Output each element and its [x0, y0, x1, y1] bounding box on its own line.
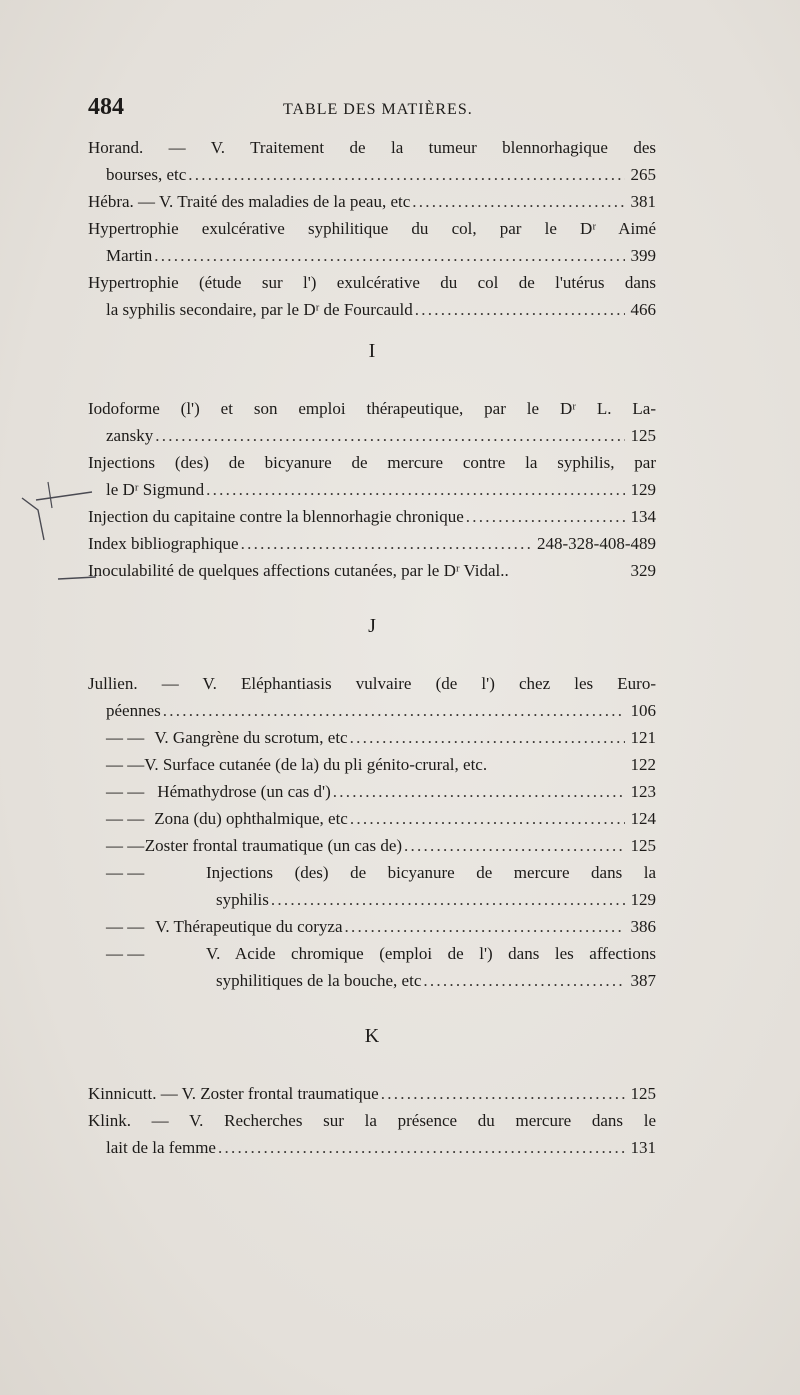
index-subentry: [88, 805, 656, 832]
entry-text: Klink. — V. Recherches sur la présence du mercure dans le: [88, 1111, 656, 1130]
section-letter-k: K: [364, 1025, 380, 1047]
entry-page: 466: [630, 300, 656, 319]
subentry-text: Zona (du) ophthalmique, etc: [154, 809, 348, 828]
dot-leader: [333, 778, 625, 805]
subentry-text: Injections (des) de bicyanure de mercure dans la: [206, 863, 656, 882]
subentry-text: V. Gangrène du scrotum, etc: [154, 728, 348, 747]
entry-text-cont: bourses, etc: [106, 165, 187, 184]
entry-text: Inoculabilité de quelques affections cutanées, par le Dʳ Vidal..: [88, 561, 509, 580]
entry-page: 381: [630, 192, 656, 211]
section-letter-i: I: [368, 340, 376, 362]
dot-leader: [415, 296, 625, 323]
dot-leader: [271, 886, 625, 913]
dot-leader: [154, 242, 624, 269]
pencil-stroke-mark: [48, 482, 52, 508]
index-entry: [88, 134, 656, 188]
dot-leader: [206, 476, 624, 503]
index-entry: [88, 188, 656, 215]
index-subentry: [88, 940, 656, 994]
ditto-marks: — —: [106, 863, 145, 882]
entry-page: 129: [630, 480, 656, 499]
running-title: TABLE DES MATIÈRES.: [283, 101, 473, 118]
ditto-marks: — —: [106, 836, 145, 855]
page-number: 484: [88, 94, 124, 120]
entry-text: Index bibliographique: [88, 534, 239, 553]
index-entry: [88, 557, 656, 584]
entry-text: Injection du capitaine contre la blennorhagie chronique: [88, 507, 464, 526]
index-content: [88, 134, 656, 1161]
entry-page: 329: [630, 561, 656, 580]
entry-text: Horand. — V. Traitement de la tumeur blennorhagique des: [88, 138, 656, 157]
subentry-text-cont: syphilis: [216, 890, 269, 909]
index-entry: [88, 269, 656, 323]
entry-page: 123: [630, 782, 656, 801]
subentry-text: V. Thérapeutique du coryza: [155, 917, 343, 936]
entry-text: Iodoforme (l') et son emploi thérapeutique, par le Dʳ L. La-: [88, 399, 656, 418]
index-entry: [88, 449, 656, 503]
entry-text: Hypertrophie (étude sur l') exulcérative du col de l'utérus dans: [88, 273, 656, 292]
ditto-marks: — —: [106, 809, 145, 828]
dot-leader: [466, 503, 625, 530]
entry-page: 387: [630, 971, 656, 990]
index-entry: [88, 1107, 656, 1161]
entry-page: 134: [630, 507, 656, 526]
dot-leader: [155, 422, 624, 449]
entry-page: 106: [630, 701, 656, 720]
subentry-text: V. Acide chromique (emploi de l') dans les affections: [206, 944, 656, 963]
entry-page: 121: [630, 728, 656, 747]
dot-leader: [163, 697, 625, 724]
entry-text: Jullien. — V. Eléphantiasis vulvaire (de l') chez les Euro-: [88, 674, 656, 693]
ditto-marks: — —: [106, 755, 145, 774]
ditto-marks: — —: [106, 728, 145, 747]
index-subentry: [88, 751, 656, 778]
entry-page: 265: [630, 165, 656, 184]
entry-page: 125: [630, 836, 656, 855]
entry-text: Hypertrophie exulcérative syphilitique du col, par le Dʳ Aimé: [88, 219, 656, 238]
entry-page: 125: [630, 1084, 656, 1103]
ditto-marks: — —: [106, 782, 145, 801]
dot-leader: [350, 805, 625, 832]
ditto-marks: — —: [106, 944, 145, 963]
index-subentry: [88, 778, 656, 805]
ditto-marks: — —: [106, 917, 145, 936]
dot-leader: [241, 530, 531, 557]
dot-leader: [404, 832, 624, 859]
entry-text: Hébra. — V. Traité des maladies de la peau, etc: [88, 192, 411, 211]
entry-text-cont: zansky: [106, 426, 154, 445]
subentry-text-cont: syphilitiques de la bouche, etc: [216, 971, 422, 990]
entry-page: 386: [630, 917, 656, 936]
entry-page: 124: [630, 809, 656, 828]
index-subentry: [88, 913, 656, 940]
subentry-text: Hémathydrose (un cas d'): [157, 782, 331, 801]
entry-text: Kinnicutt. — V. Zoster frontal traumatique: [88, 1084, 379, 1103]
subentry-text: V. Surface cutanée (de la) du pli génito-crural, etc.: [144, 755, 488, 774]
entry-page: 248-328-408-489: [537, 534, 656, 553]
entry-text: Injections (des) de bicyanure de mercure contre la syphilis, par: [88, 453, 656, 472]
index-entry: [88, 670, 656, 724]
index-entry: [88, 395, 656, 449]
entry-text-cont: lait de la femme: [106, 1138, 216, 1157]
dot-leader: [218, 1134, 625, 1161]
dot-leader: [381, 1080, 625, 1107]
section-letter-j: J: [368, 615, 376, 637]
entry-page: 129: [630, 890, 656, 909]
entry-text-cont: la syphilis secondaire, par le Dʳ de Fourcauld: [106, 300, 413, 319]
page-header: [88, 94, 648, 124]
pencil-underline-mark: [36, 492, 92, 500]
entry-text-cont: péennes: [106, 701, 161, 720]
dot-leader: [188, 161, 624, 188]
index-subentry: [88, 859, 656, 913]
pencil-check-mark: [22, 498, 44, 540]
index-subentry: [88, 724, 656, 751]
index-entry: [88, 215, 656, 269]
dot-leader: [350, 724, 625, 751]
dot-leader: [412, 188, 624, 215]
dot-leader: [423, 967, 624, 994]
entry-page: 122: [630, 755, 656, 774]
entry-text-cont: Martin: [106, 246, 153, 265]
entry-page: 399: [630, 246, 656, 265]
index-entry: [88, 530, 656, 557]
entry-page: 131: [630, 1138, 656, 1157]
subentry-text: Zoster frontal traumatique (un cas de): [144, 836, 403, 855]
index-subentry: [88, 832, 656, 859]
entry-text-cont: le Dʳ Sigmund: [106, 480, 205, 499]
entry-page: 125: [630, 426, 656, 445]
index-entry: [88, 503, 656, 530]
dot-leader: [344, 913, 624, 940]
index-entry: [88, 1080, 656, 1107]
